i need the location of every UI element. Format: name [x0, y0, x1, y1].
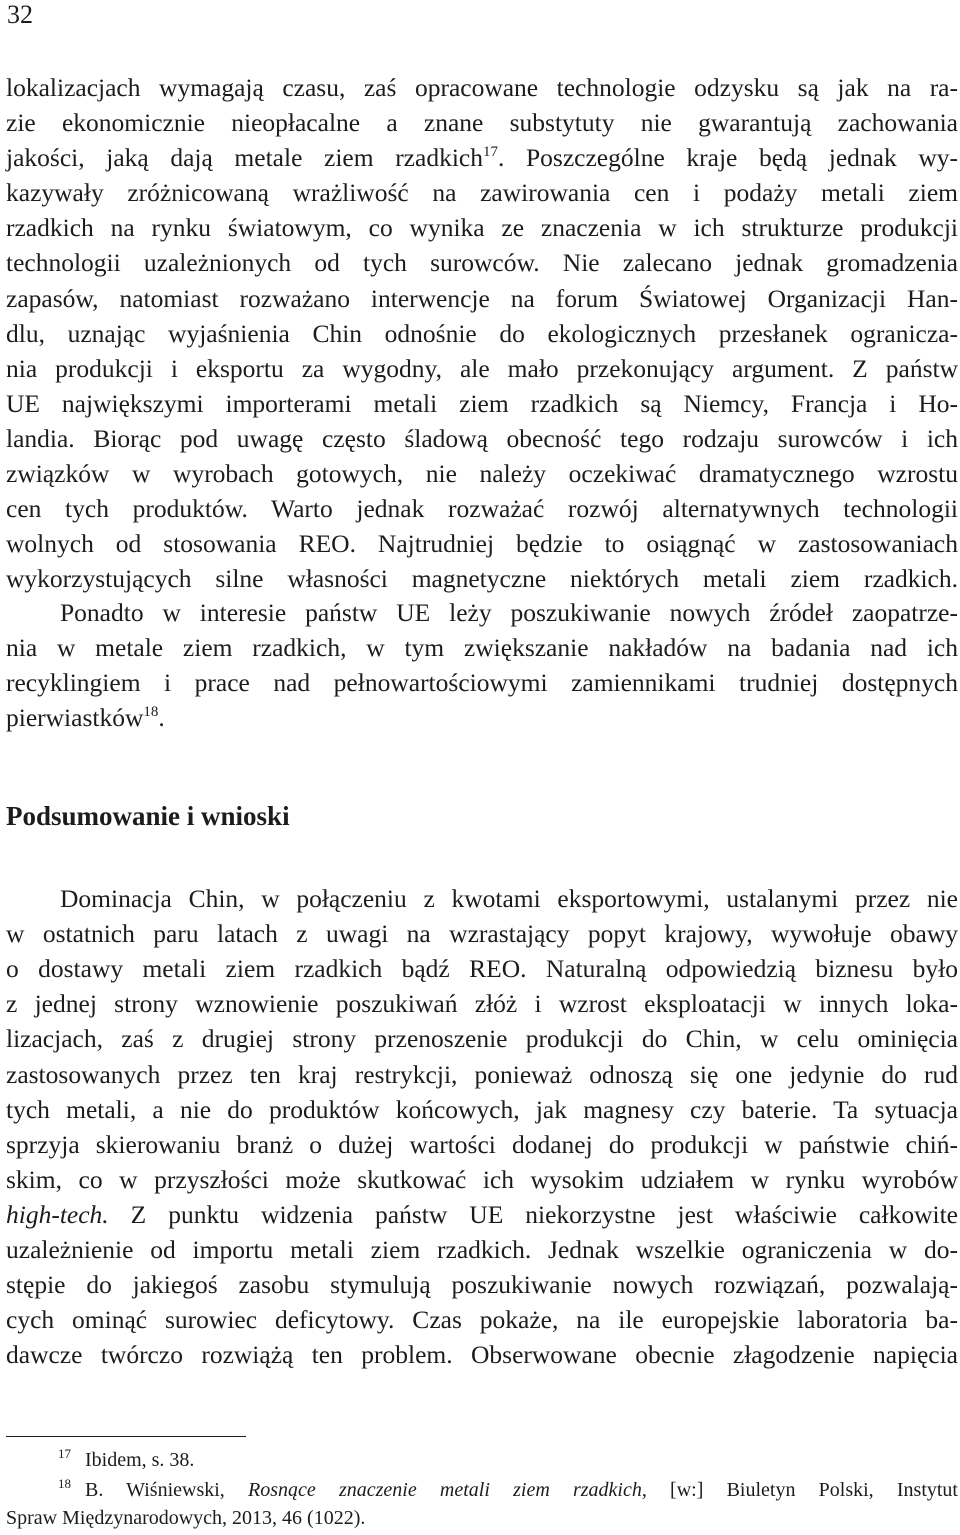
- footnote-marker: 18: [58, 1476, 71, 1491]
- text-line: w ostatnich paru latach z uwagi na wzrastający popyt krajowy, wywołuje obawy: [6, 919, 958, 948]
- text-line: landia. Biorąc pod uwagę często śladową obecność tego rodzaju surowców i ich: [6, 424, 958, 453]
- text-segment: . Poszczególne kraje będą jednak wy-: [497, 143, 958, 172]
- text-line: zastosowanych przez ten kraj restrykcji, ponieważ odnoszą się one jedynie do rud: [6, 1060, 958, 1089]
- footnote-text: , [w:] Biuletyn Polski, Instytut: [641, 1479, 958, 1501]
- text-line: Dominacja Chin, w połączeniu z kwotami eksportowymi, ustalanymi przez nie: [60, 884, 958, 913]
- text-line: technologii uzależnionych od tych surowców. Nie zalecano jednak gromadzenia: [6, 248, 958, 277]
- text-line: cen tych produktów. Warto jednak rozważać rozwój alternatywnych technologii: [6, 494, 958, 523]
- text-segment: Z punktu widzenia państw UE niekorzystne jest właściwie całkowite: [108, 1200, 958, 1229]
- text-line: recyklingiem i prace nad pełnowartościowymi zamiennikami trudniej dostępnych: [6, 668, 958, 697]
- text-line: cych ominąć surowiec deficytowy. Czas pokaże, na ile europejskie laboratoria ba-: [6, 1305, 958, 1334]
- text-line: związków w wyrobach gotowych, nie należy oczekiwać dramatycznego wzrostu: [6, 459, 958, 488]
- text-line: lokalizacjach wymagają czasu, zaś opracowane technologie odzysku są jak na ra-: [6, 73, 958, 102]
- text-line: sprzyja skierowaniu branż o dużej wartości dodanej do produkcji w państwie chiń-: [6, 1130, 958, 1159]
- text-line: kazywały zróżnicowaną wrażliwość na zawirowania cen i podaży metali ziem: [6, 178, 958, 207]
- footnote-marker: 17: [58, 1446, 71, 1461]
- section-heading: Podsumowanie i wnioski: [6, 801, 290, 831]
- text-segment: .: [158, 703, 165, 732]
- text-line: wolnych od stosowania REO. Najtrudniej będzie to osiągnąć w zastosowaniach: [6, 529, 958, 558]
- text-line: [6, 1200, 958, 1230]
- text-line: rzadkich na rynku światowym, co wynika ze znaczenia w ich strukturze produkcji: [6, 213, 958, 242]
- text-segment: jakości, jaką dają metale ziem rzadkich: [6, 143, 483, 172]
- text-line: nia produkcji i eksportu za wygodny, ale mało przekonujący argument. Z państw: [6, 354, 958, 383]
- footnote-ref-18[interactable]: 18: [143, 704, 159, 720]
- footnote-text: Ibidem, s. 38.: [85, 1449, 195, 1471]
- footnote-ref-17[interactable]: 17: [482, 144, 498, 160]
- footnote-text: B. Wiśniewski,: [85, 1479, 249, 1501]
- text-line: lizacjach, zaś z drugiej strony przenoszenie produkcji do Chin, w celu ominięcia: [6, 1024, 958, 1053]
- italic-term: high-tech.: [6, 1200, 109, 1229]
- text-line: skim, co w przyszłości może skutkować ich wysokim udziałem w rynku wyrobów: [6, 1165, 958, 1194]
- footnote-title: Rosnące znaczenie metali ziem rzadkich: [248, 1479, 642, 1501]
- text-line: zie ekonomicznie nieopłacalne a znane substytuty nie gwarantują zachowania: [6, 108, 958, 137]
- text-line: o dostawy metali ziem rzadkich bądź REO. Naturalną odpowiedzią biznesu było: [6, 954, 958, 983]
- footnote-17: [58, 1448, 194, 1472]
- text-line: wykorzystujących silne własności magnetyczne niektórych metali ziem rzadkich.: [6, 564, 958, 593]
- text-line: nia w metale ziem rzadkich, w tym zwiększanie nakładów na badania nad ich: [6, 633, 958, 662]
- text-line: dlu, uznając wyjaśnienia Chin odnośnie do ekologicznych przesłanek ogranicza-: [6, 319, 958, 348]
- text-line: uzależnienie od importu metali ziem rzadkich. Jednak wszelkie ograniczenia w do-: [6, 1235, 958, 1264]
- text-line: stępie do jakiegoś zasobu stymulują poszukiwanie nowych rozwiązań, pozwalają-: [6, 1270, 958, 1299]
- text-line: dawcze twórczo rozwiążą ten problem. Obserwowane obecnie złagodzenie napięcia: [6, 1340, 958, 1369]
- text-line: z jednej strony wznowienie poszukiwań złóż i wzrost eksploatacji w innych loka-: [6, 989, 958, 1018]
- page-number: 32: [7, 0, 33, 29]
- text-line: [6, 143, 958, 173]
- footnote-18: [58, 1478, 958, 1502]
- text-line: [6, 703, 958, 733]
- footnote-18-continued: Spraw Międzynarodowych, 2013, 46 (1022).: [6, 1507, 366, 1529]
- text-line: zapasów, natomiast rozważano interwencje na forum Światowej Organizacji Han-: [6, 284, 958, 313]
- text-segment: pierwiastków: [6, 703, 144, 732]
- footnote-separator: [6, 1436, 246, 1437]
- text-line: Ponadto w interesie państw UE leży poszukiwanie nowych źródeł zaopatrze-: [60, 598, 958, 627]
- text-line: UE największymi importerami metali ziem rzadkich są Niemcy, Francja i Ho-: [6, 389, 958, 418]
- text-line: tych metali, a nie do produktów końcowych, jak magnesy czy baterie. Ta sytuacja: [6, 1095, 958, 1124]
